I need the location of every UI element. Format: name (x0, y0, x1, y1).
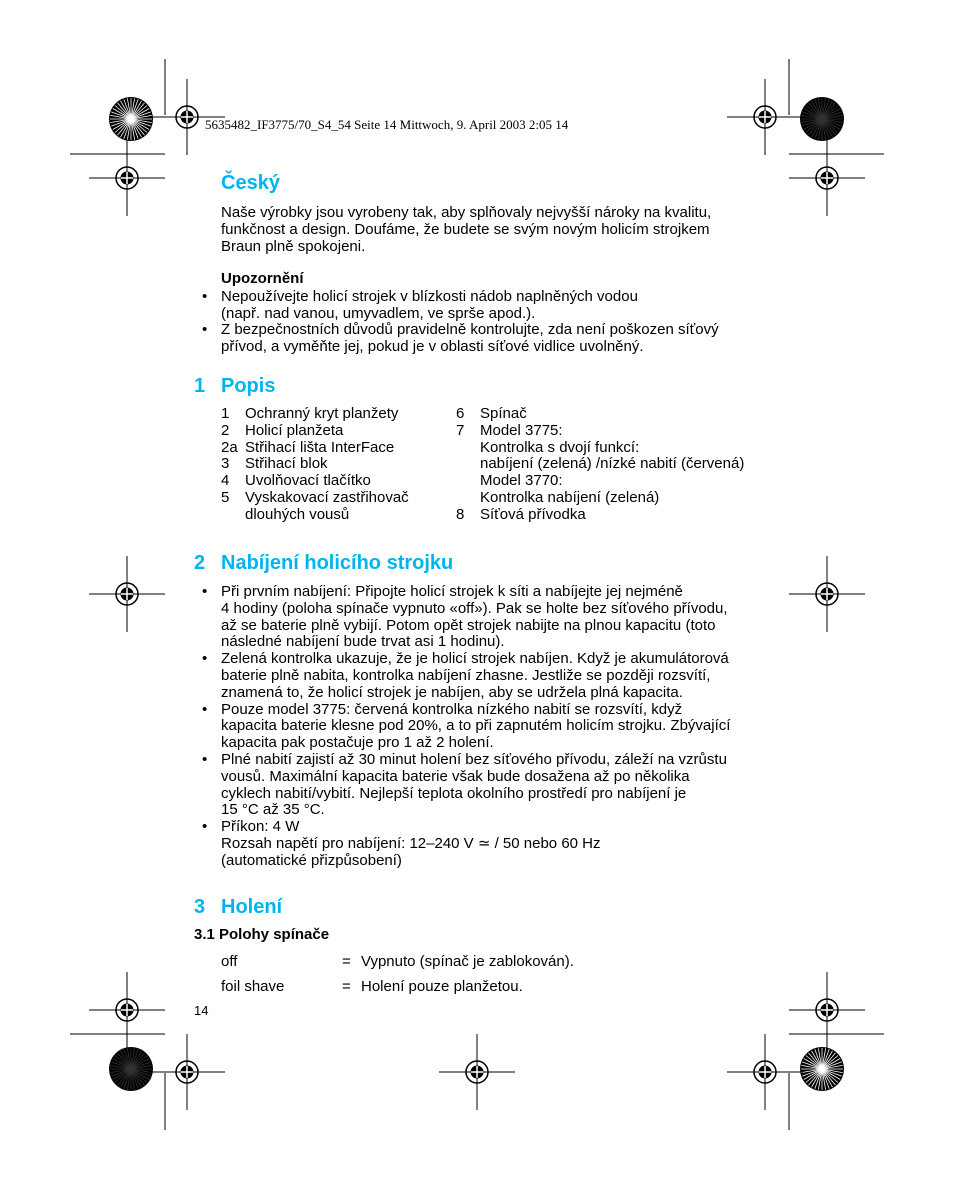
section-3-number: 3 (194, 896, 206, 918)
parts-list-item (221, 490, 451, 507)
bullet-line: Příkon: 4 W (221, 818, 300, 836)
bullet-dot: • (202, 751, 208, 768)
item-label: Kontrolka nabíjení (zelená) (480, 488, 660, 506)
language-title: Český (221, 172, 280, 194)
item-label: Kontrolka s dvojí funkcí: (480, 438, 640, 456)
bullet-line: kapacita baterie klesne pod 20%, a to při zapnutém holicím strojku. Zbývající (221, 717, 731, 735)
item-label: nabíjení (zelená) /nízké nabití (červená) (480, 455, 745, 473)
warning-bullet (221, 289, 781, 323)
intro-line: funkčnost a design. Doufáme, že budete se svým novým holicím strojkem (221, 220, 710, 238)
bullet-line: až se baterie plně vybijí. Potom opět strojek nabijte na plnou kapacitu (toto (221, 616, 716, 634)
bullet-dot: • (202, 700, 208, 718)
bullet-line: kapacita pak postačuje pro 1 až 2 holení. (221, 734, 494, 752)
item-number: 6 (456, 405, 465, 422)
bullet-line: vousů. Maximální kapacita baterie však bude dosažena až po několika (221, 767, 690, 785)
bullet-line: 4 hodiny (poloha spínače vypnuto «off»). Pak se holte bez síťového přívodu, (221, 599, 728, 617)
parts-list-item (456, 507, 776, 524)
item-label: Vyskakovací zastřihovač (245, 488, 409, 506)
item-label: Spínač (480, 405, 527, 422)
bullet-line: Plné nabití zajistí až 30 minut holení bez síťového přívodu, záleží na vzrůstu (221, 751, 727, 768)
bullet-dot: • (202, 818, 208, 836)
parts-list-item (456, 406, 776, 423)
bullet-line: Nepoužívejte holicí strojek v blízkosti nádob naplněných vodou (221, 288, 638, 305)
bullet-line: znamená to, že holicí strojek je nabíjen, aby se udržela plná kapacita. (221, 683, 683, 701)
warning-bullet (221, 322, 781, 356)
bullet-line: cyklech nabití/vybití. Nejlepší teplota okolního prostředí pro nabíjení je (221, 784, 687, 802)
section-2-number: 2 (194, 552, 206, 574)
item-label: Uvolňovací tlačítko (245, 472, 371, 490)
section-2-title: Nabíjení holicího strojku (221, 552, 454, 574)
item-label: Model 3770: (480, 472, 563, 490)
item-number: 3 (221, 455, 230, 473)
bullet-line: přívod, a vyměňte jej, pokud je v oblasti síťové vidlice uvolněný. (221, 337, 644, 355)
item-number: 4 (221, 472, 230, 490)
bullet-line: (automatické přizpůsobení) (221, 851, 402, 869)
bullet-dot: • (202, 321, 208, 338)
bullet-line: 15 °C až 35 °C. (221, 801, 325, 819)
parts-list-item (456, 490, 776, 507)
item-label: dlouhých vousů (245, 505, 350, 523)
item-label: Ochranný kryt planžety (245, 405, 399, 422)
item-number: 1 (221, 405, 230, 422)
setting-equals: = (342, 953, 351, 970)
setting-key: off (221, 953, 238, 970)
print-header: 5635482_IF3775/70_S4_54 Seite 14 Mittwoch, 9. April 2003 2:05 14 (205, 117, 569, 132)
bullet-line: baterie plně nabita, kontrolka nabíjení zhasne. Jestliže se později rozsvítí, (221, 666, 711, 684)
charging-bullet (221, 702, 781, 752)
charging-bullet (221, 651, 781, 701)
bullet-dot: • (202, 650, 208, 668)
parts-list-item (456, 456, 776, 473)
bullet-line: Pouze model 3775: červená kontrolka nízkého nabití se rozsvítí, když (221, 700, 683, 718)
intro-line: Braun plně spokojeni. (221, 237, 366, 255)
page-number: 14 (194, 1003, 209, 1018)
setting-value: Holení pouze planžetou. (361, 978, 523, 995)
bullet-line: (např. nad vanou, umyvadlem, ve sprše apod.). (221, 304, 536, 322)
bullet-dot: • (202, 288, 208, 305)
item-number: 2 (221, 421, 230, 439)
item-label: Střihací lišta InterFace (245, 438, 395, 456)
item-number: 5 (221, 488, 230, 506)
bullet-line: následné nabíjení bude trvat asi 1 hodinu). (221, 633, 505, 651)
item-number: 7 (456, 421, 465, 439)
item-label: Střihací blok (245, 455, 328, 473)
bullet-line: Rozsah napětí pro nabíjení: 12–240 V ≃ / 50 nebo 60 Hz (221, 834, 601, 852)
parts-list-item (221, 473, 451, 490)
parts-list-item (456, 440, 776, 457)
item-number: 8 (456, 505, 465, 523)
parts-list-item (221, 456, 451, 473)
parts-list-right (456, 406, 776, 524)
subsection-heading: 3.1 Polohy spínače (194, 926, 330, 943)
parts-list-item (221, 406, 451, 423)
item-label: Síťová přívodka (480, 505, 586, 523)
intro-line: Naše výrobky jsou vyrobeny tak, aby splňovaly nejvyšší nároky na kvalitu, (221, 204, 712, 221)
warning-heading: Upozornění (221, 270, 304, 287)
section-1-title: Popis (221, 375, 276, 397)
parts-list-item (221, 507, 451, 524)
charging-bullet (221, 819, 781, 869)
item-label: Holicí planžeta (245, 421, 344, 439)
setting-value: Vypnuto (spínač je zablokován). (361, 953, 574, 970)
section-1-number: 1 (194, 375, 206, 397)
charging-bullet (221, 584, 781, 651)
parts-list-item (221, 440, 451, 457)
bullet-line: Při prvním nabíjení: Připojte holicí strojek k síti a nabíjejte jej nejméně (221, 583, 683, 600)
item-number: 2a (221, 438, 238, 456)
parts-list-item (221, 423, 451, 440)
section-3-title: Holení (221, 896, 283, 918)
bullet-dot: • (202, 583, 208, 600)
intro-paragraph (221, 205, 711, 255)
bullet-line: Zelená kontrolka ukazuje, že je holicí strojek nabíjen. Když je akumulátorová (221, 650, 729, 668)
parts-list-item (456, 423, 776, 440)
parts-list-left (221, 406, 451, 524)
bullet-line: Z bezpečnostních důvodů pravidelně kontrolujte, zda není poškozen síťový (221, 321, 719, 338)
item-label: Model 3775: (480, 421, 563, 439)
charging-bullet (221, 752, 781, 819)
setting-equals: = (342, 978, 351, 995)
setting-key: foil shave (221, 978, 285, 995)
parts-list-item (456, 473, 776, 490)
